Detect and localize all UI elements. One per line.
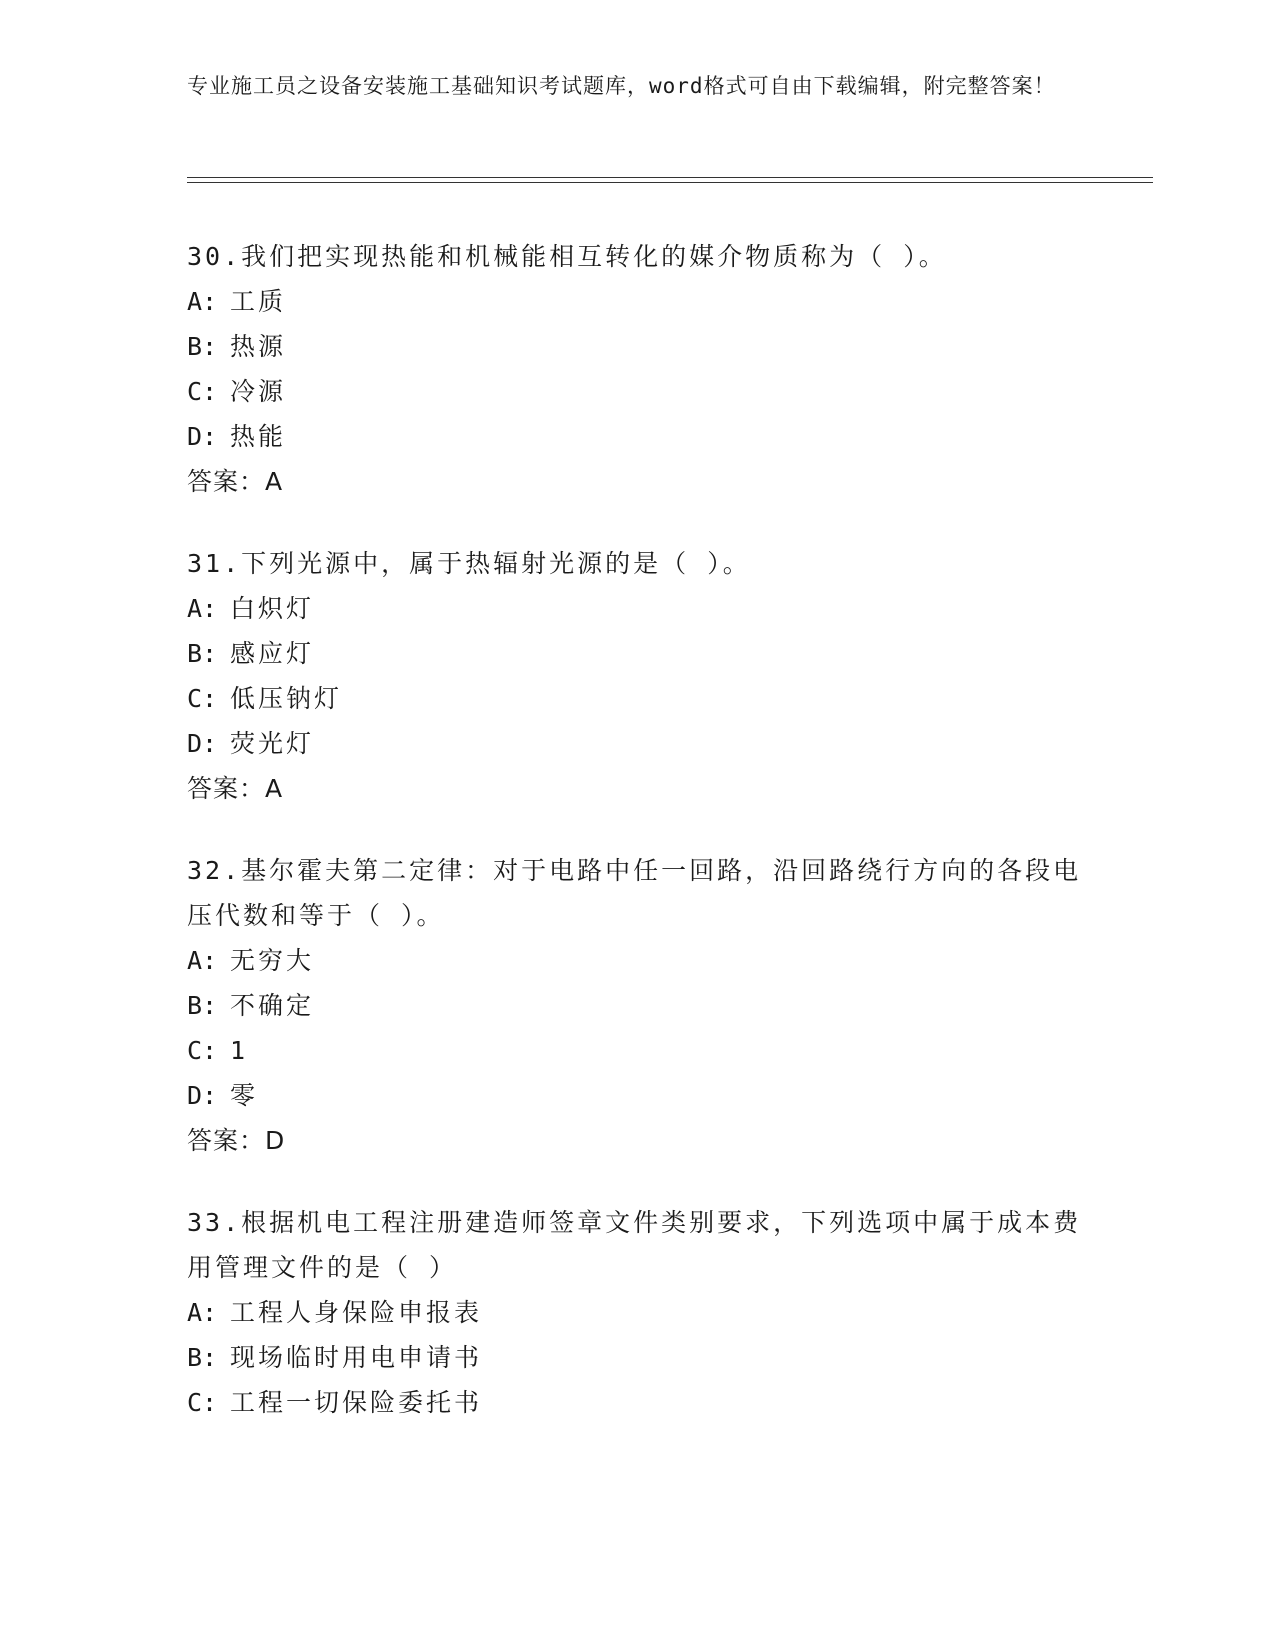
option-letter: B: [187, 332, 218, 361]
option-text: 热源 [230, 332, 287, 361]
option-text: 热能 [230, 422, 287, 451]
option-c [187, 369, 1087, 414]
option-letter: D: [187, 729, 218, 758]
option-a [187, 586, 1087, 631]
question-list [187, 234, 1087, 1462]
option-letter: D: [187, 422, 218, 451]
option-text: 工程人身保险申报表 [230, 1298, 483, 1327]
option-text: 现场临时用电申请书 [230, 1343, 483, 1372]
option-a [187, 1290, 1087, 1335]
question-item [187, 234, 1087, 504]
option-text: 1 [230, 1036, 249, 1065]
option-letter: C: [187, 1388, 218, 1417]
option-letter: A: [187, 287, 218, 316]
question-text: 31.下列光源中，属于热辐射光源的是（ ）。 [187, 549, 751, 578]
option-b [187, 324, 1087, 369]
option-c [187, 1380, 1087, 1425]
answer-text: 答案：A [187, 774, 284, 803]
header-divider-bottom [187, 182, 1153, 183]
question-item [187, 848, 1087, 1163]
option-d [187, 414, 1087, 459]
option-b [187, 1335, 1087, 1380]
option-text: 零 [230, 1081, 259, 1110]
question-text: 32.基尔霍夫第二定律：对于电路中任一回路，沿回路绕行方向的各段电压代数和等于（ ）。 [187, 856, 1082, 930]
answer-text: 答案：D [187, 1126, 286, 1155]
option-text: 冷源 [230, 377, 287, 406]
option-d [187, 721, 1087, 766]
question-item [187, 541, 1087, 811]
option-letter: A: [187, 1298, 218, 1327]
option-a [187, 938, 1087, 983]
option-letter: A: [187, 594, 218, 623]
option-letter: D: [187, 1081, 218, 1110]
question-item [187, 1200, 1087, 1425]
document-header: 专业施工员之设备安装施工基础知识考试题库，word格式可自由下载编辑，附完整答案！ [187, 74, 1056, 98]
option-c [187, 676, 1087, 721]
option-a [187, 279, 1087, 324]
option-letter: C: [187, 1036, 218, 1065]
option-b [187, 631, 1087, 676]
question-text: 30.我们把实现热能和机械能相互转化的媒介物质称为（ ）。 [187, 242, 947, 271]
option-text: 荧光灯 [230, 729, 315, 758]
option-b [187, 983, 1087, 1028]
option-letter: A: [187, 946, 218, 975]
option-letter: C: [187, 684, 218, 713]
option-text: 感应灯 [230, 639, 315, 668]
option-text: 白炽灯 [230, 594, 315, 623]
option-text: 无穷大 [230, 946, 315, 975]
option-text: 不确定 [230, 991, 315, 1020]
option-letter: B: [187, 991, 218, 1020]
option-d [187, 1073, 1087, 1118]
option-text: 工程一切保险委托书 [230, 1388, 483, 1417]
option-c [187, 1028, 1087, 1073]
option-text: 工质 [230, 287, 287, 316]
option-letter: B: [187, 639, 218, 668]
option-text: 低压钠灯 [230, 684, 343, 713]
answer-text: 答案：A [187, 467, 284, 496]
option-letter: B: [187, 1343, 218, 1372]
option-letter: C: [187, 377, 218, 406]
header-divider-top [187, 177, 1153, 178]
question-text: 33.根据机电工程注册建造师签章文件类别要求，下列选项中属于成本费用管理文件的是（ ） [187, 1208, 1082, 1282]
